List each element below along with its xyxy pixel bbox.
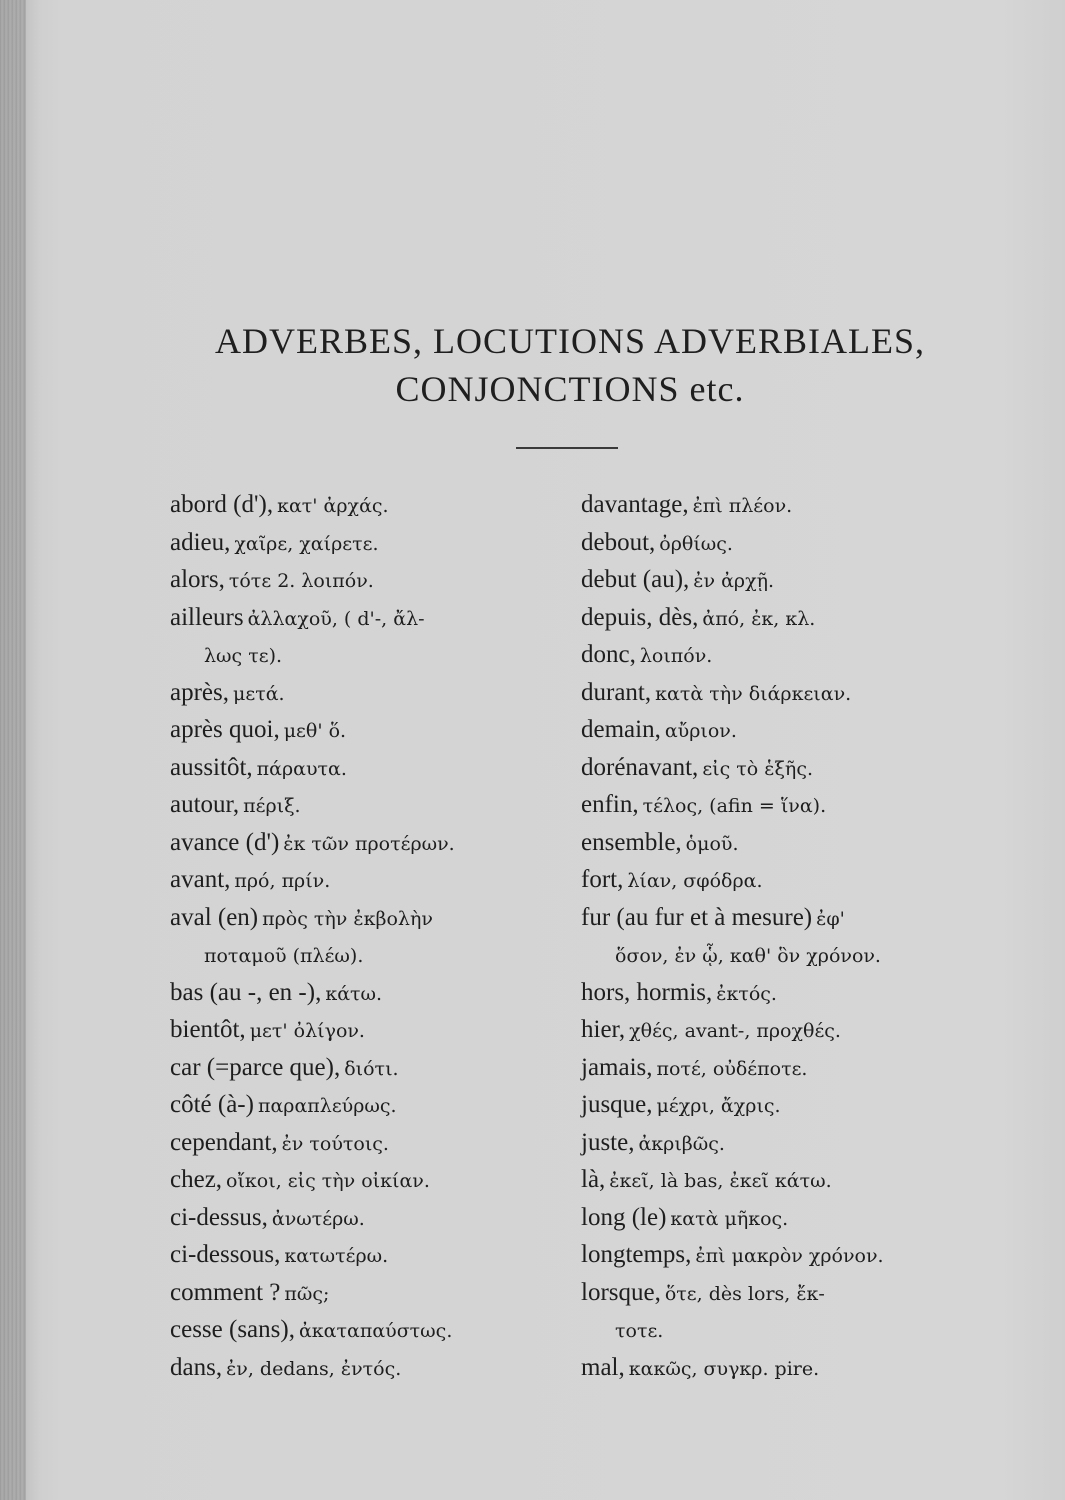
greek-translation: λως τε). <box>204 645 283 667</box>
dictionary-entry <box>581 1349 981 1387</box>
dictionary-entry <box>581 599 981 637</box>
greek-translation: ἀπό, ἐκ, κλ. <box>702 607 816 630</box>
french-term: long (le) <box>581 1203 667 1231</box>
french-term: ci-dessous, <box>170 1241 281 1268</box>
greek-translation: μέχρι, ἄχρις. <box>656 1095 781 1117</box>
french-term: chez, <box>170 1166 223 1193</box>
dictionary-entry <box>170 1161 570 1199</box>
greek-translation: τοτε. <box>615 1320 664 1342</box>
dictionary-entry <box>581 561 981 599</box>
greek-translation: ἐκεῖ, là bas, ἐκεῖ κάτω. <box>609 1170 832 1192</box>
greek-translation: μεθ' ὅ. <box>283 720 347 742</box>
greek-translation: ἀκαταπαύστως. <box>298 1320 453 1342</box>
french-term: côté (à-) <box>170 1091 254 1118</box>
dictionary-entry <box>581 824 981 862</box>
french-term: aussitôt, <box>170 753 253 781</box>
french-term: aval (en) <box>170 903 259 931</box>
french-term: hier, <box>581 1016 626 1043</box>
greek-translation: ἐν, dedans, ἐντός. <box>226 1357 402 1380</box>
greek-translation: κατ' ἀρχάς. <box>277 495 389 517</box>
dictionary-entry <box>581 1011 981 1049</box>
greek-translation: ἐπὶ μακρὸν χρόνον. <box>695 1245 884 1267</box>
greek-translation: πρὸς τὴν ἐκβολὴν <box>262 907 433 930</box>
dictionary-entry <box>170 1199 570 1237</box>
dictionary-entry <box>170 899 570 937</box>
dictionary-entry <box>170 1124 570 1162</box>
section-title-line-1: ADVERBES, LOCUTIONS ADVERBIALES, <box>214 321 926 361</box>
dictionary-entry <box>170 861 570 899</box>
dictionary-entry <box>170 524 570 562</box>
french-term: debut (au), <box>581 566 690 593</box>
french-term: donc, <box>581 641 636 668</box>
dictionary-entry <box>581 1161 981 1199</box>
french-term: bientôt, <box>170 1016 246 1043</box>
dictionary-entry <box>170 1011 570 1049</box>
greek-translation: διότι. <box>344 1057 399 1080</box>
greek-translation: ἀνωτέρω. <box>271 1207 365 1230</box>
dictionary-entry <box>170 1086 570 1124</box>
dictionary-entry <box>581 974 981 1012</box>
right-column <box>581 486 981 1386</box>
greek-translation: μετ' ὀλίγον. <box>249 1020 365 1042</box>
french-term: cesse (sans), <box>170 1316 295 1343</box>
dictionary-entry <box>581 936 981 974</box>
french-term: là, <box>581 1166 606 1193</box>
greek-translation: πάραυτα. <box>256 757 347 780</box>
dictionary-entry <box>170 674 570 712</box>
greek-translation: ἀλλαχοῦ, ( d'-, ἄλ- <box>247 607 425 630</box>
french-term: durant, <box>581 678 652 706</box>
french-term: ci-dessus, <box>170 1203 268 1231</box>
dictionary-entry <box>170 1049 570 1087</box>
greek-translation: παραπλεύρως. <box>257 1095 397 1117</box>
french-term: longtemps, <box>581 1241 692 1268</box>
dictionary-entry <box>581 1049 981 1087</box>
dictionary-entry <box>581 674 981 712</box>
french-term: jamais, <box>581 1053 653 1081</box>
greek-translation: ὀρθίως. <box>659 532 733 555</box>
dictionary-entry <box>170 786 570 824</box>
greek-translation: κακῶς, συγκρ. pire. <box>628 1357 820 1380</box>
french-term: cependant, <box>170 1128 278 1156</box>
dictionary-entry <box>170 974 570 1012</box>
french-term: jusque, <box>581 1091 653 1118</box>
dictionary-entry <box>581 786 981 824</box>
french-term: juste, <box>581 1128 635 1156</box>
greek-translation: ἐφ' <box>816 907 845 930</box>
greek-translation: ἀκριβῶς. <box>638 1132 725 1155</box>
french-term: demain, <box>581 716 661 743</box>
french-term: bas (au -, en -), <box>170 978 322 1006</box>
dictionary-entry <box>581 1124 981 1162</box>
greek-translation: χαῖρε, χαίρετε. <box>234 532 379 555</box>
dictionary-entry <box>170 1274 570 1312</box>
greek-translation: οἴκοι, εἰς τὴν οἰκίαν. <box>226 1170 430 1192</box>
french-term: alors, <box>170 566 225 593</box>
greek-translation: ὅσον, ἐν ᾧ, καθ' ὃν χρόνον. <box>615 945 881 967</box>
dictionary-entry <box>581 749 981 787</box>
dictionary-entry <box>170 749 570 787</box>
dictionary-entry <box>581 711 981 749</box>
dictionary-entry <box>581 1274 981 1312</box>
french-term: ensemble, <box>581 828 682 856</box>
french-term: autour, <box>170 791 240 818</box>
dictionary-entry <box>170 1311 570 1349</box>
dictionary-entry <box>581 861 981 899</box>
dictionary-entry <box>170 824 570 862</box>
french-term: dorénavant, <box>581 753 699 781</box>
dictionary-entry <box>581 1311 981 1349</box>
dictionary-entry <box>581 1199 981 1237</box>
left-column <box>170 486 570 1386</box>
greek-translation: τότε 2. λοιπόν. <box>228 570 374 592</box>
french-term: fort, <box>581 866 624 893</box>
dictionary-entry <box>170 561 570 599</box>
french-term: avant, <box>170 866 231 893</box>
greek-translation: μετά. <box>233 682 285 705</box>
dictionary-entry <box>170 636 570 674</box>
greek-translation: χθές, avant-, προχθές. <box>629 1020 841 1042</box>
greek-translation: λίαν, σφόδρα. <box>627 870 763 892</box>
french-term: après, <box>170 678 229 706</box>
section-title-line-2: CONJONCTIONS etc. <box>395 369 745 409</box>
french-term: avance (d') <box>170 828 280 856</box>
french-term: abord (d'), <box>170 491 274 518</box>
dictionary-entry <box>581 636 981 674</box>
dictionary-entry <box>581 1236 981 1274</box>
dictionary-entry <box>581 486 981 524</box>
title-divider <box>516 447 618 449</box>
dictionary-entry <box>581 899 981 937</box>
greek-translation: τέλος, (afin = ἵνα). <box>642 795 827 817</box>
dictionary-entry <box>170 486 570 524</box>
dictionary-entry <box>581 1086 981 1124</box>
dictionary-entry <box>170 1236 570 1274</box>
french-term: mal, <box>581 1353 625 1381</box>
greek-translation: κατωτέρω. <box>284 1245 389 1267</box>
greek-translation: ποταμοῦ (πλέω). <box>204 945 364 967</box>
greek-translation: κατὰ μῆκος. <box>670 1207 789 1230</box>
french-term: depuis, dès, <box>581 603 699 631</box>
greek-translation: κατὰ τὴν διάρκειαν. <box>655 682 852 705</box>
french-term: hors, hormis, <box>581 978 713 1006</box>
french-term: ailleurs <box>170 603 244 631</box>
greek-translation: πρό, πρίν. <box>234 870 331 892</box>
french-term: adieu, <box>170 528 231 556</box>
dictionary-entry <box>170 711 570 749</box>
greek-translation: ἐκ τῶν προτέρων. <box>283 832 455 855</box>
french-term: debout, <box>581 528 656 556</box>
dictionary-entry <box>170 1349 570 1387</box>
greek-translation: ὅτε, dès lors, ἔκ- <box>664 1282 825 1305</box>
dictionary-entry <box>581 524 981 562</box>
greek-translation: ποτέ, οὐδέποτε. <box>656 1057 808 1080</box>
french-term: car (=parce que), <box>170 1053 341 1081</box>
book-spine-edge <box>0 0 26 1500</box>
greek-translation: εἰς τὸ ἑξῆς. <box>702 757 814 780</box>
greek-translation: ἐκτός. <box>716 982 777 1005</box>
greek-translation: πέριξ. <box>243 795 301 817</box>
greek-translation: ἐν ἀρχῇ. <box>693 570 775 592</box>
greek-translation: ἐν τούτοις. <box>281 1132 389 1155</box>
greek-translation: αὔριον. <box>664 720 737 742</box>
greek-translation: ὁμοῦ. <box>685 832 739 855</box>
french-term: fur (au fur et à mesure) <box>581 903 813 931</box>
dictionary-entry <box>170 599 570 637</box>
greek-translation: πῶς; <box>284 1282 330 1305</box>
greek-translation: ἐπὶ πλέον. <box>692 495 793 517</box>
french-term: comment ? <box>170 1278 281 1306</box>
french-term: enfin, <box>581 791 639 818</box>
french-term: lorsque, <box>581 1278 661 1306</box>
greek-translation: λοιπόν. <box>639 645 713 667</box>
french-term: dans, <box>170 1353 223 1381</box>
dictionary-entry <box>170 936 570 974</box>
french-term: davantage, <box>581 491 689 518</box>
greek-translation: κάτω. <box>325 982 383 1005</box>
french-term: après quoi, <box>170 716 280 743</box>
